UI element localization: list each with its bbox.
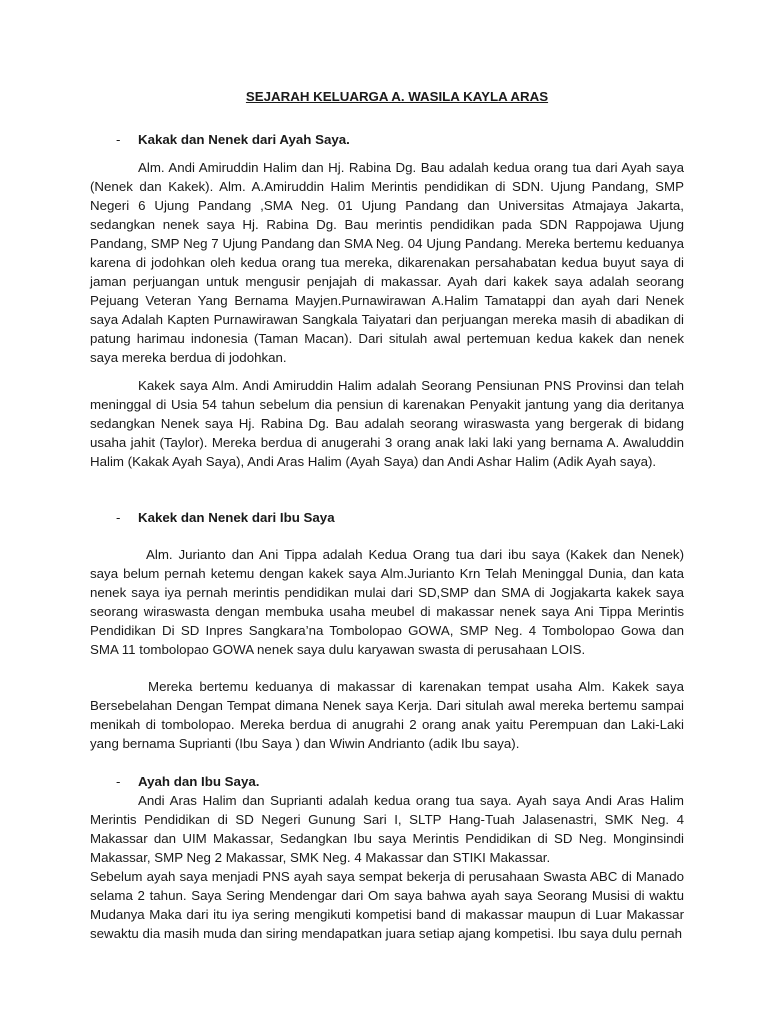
document-title: SEJARAH KELUARGA A. WASILA KAYLA ARAS	[245, 89, 549, 104]
paragraph: Alm. Jurianto dan Ani Tippa adalah Kedua Orang tua dari ibu saya (Kakek dan Nenek) saya belum pernah ketemu dengan kakek saya Alm.Jurianto Krn Telah Meninggal Dunia, dan kata nenek saya iya pernah merintis pendidikan mulai dari SD,SMP dan SMA di Jogjakarta kakek saya seorang wiraswasta dengan membuka usaha meubel di makassar nenek saya Ani Tippa Merintis Pendidikan Di SD Inpres Sangkara’na Tombolopao GOWA, SMP Neg. 4 Tombolopao Gowa dan SMA 11 tombolopao GOWA nenek saya dulu karyawan swasta di perusahaan LOIS.	[90, 547, 684, 657]
section-heading-ibu-parents	[90, 508, 684, 527]
paragraph: Kakek saya Alm. Andi Amiruddin Halim adalah Seorang Pensiunan PNS Provinsi dan telah meninggal di Usia 54 tahun sebelum dia pensiun di karenakan Penyakit jantung yang dia deritanya sedangkan Nenek saya Hj. Rabina Dg. Bau adalah seorang wiraswasta yang bergerak di bidang usaha jahit (Taylor). Mereka berdua di anugerahi 3 orang anak laki laki yang bernama A. Awaluddin Halim (Kakak Ayah Saya), Andi Aras Halim (Ayah Saya) dan Andi Ashar Halim (Adik Ayah saya).	[90, 378, 684, 469]
paragraph: Mereka bertemu keduanya di makassar di karenakan tempat usaha Alm. Kakek saya Bersebelahan Dengan Tempat dimana Nenek saya Kerja. Dari situlah awal mereka bertemu sampai menikah di tombolopao. Mereka berdua di anugrahi 2 orang anak yaitu Perempuan dan Laki-Laki yang bernama Suprianti (Ibu Saya ) dan Wiwin Andrianto (adik Ibu saya).	[90, 679, 684, 751]
section-heading-text: Kakek dan Nenek dari Ibu Saya	[138, 510, 335, 525]
list-dash: -	[116, 774, 121, 789]
paragraph: Alm. Andi Amiruddin Halim dan Hj. Rabina Dg. Bau adalah kedua orang tua dari Ayah saya (Nenek dan Kakek). Alm. A.Amiruddin Halim Merintis pendidikan di SDN. Ujung Pandang, SMP Negeri 6 Ujung Pandang ,SMA Neg. 01 Ujung Pandang dan Universitas Atmajaya Jakarta, sedangkan nenek saya Hj. Rabina Dg. Bau merintis pendidikan pada SDN Rappojawa Ujung Pandang, SMP Neg 7 Ujung Pandang dan SMA Neg. 04 Ujung Pandang. Mereka bertemu keduanya karena di jodohkan oleh kedua orang tua mereka, dikarenakan persahabatan kedua buyut saya di jaman perjuangan untuk mengusir penjajah di makassar. Ayah dari kakek saya adalah seorang Pejuang Veteran Yang Bernama Mayjen.Purnawirawan A.Halim Tamatappi dan ayah dari Nenek saya Adalah Kapten Purnawirawan Sangkala Taiyatari dan perjuangan mereka masih di abadikan di patung harimau indonesia (Taman Macan). Dari situlah awal pertemuan kedua kakek dan nenek saya mereka berdua di jodohkan.	[90, 160, 684, 365]
section-heading-ayah-parents	[90, 130, 684, 149]
section-heading-text: Ayah dan Ibu Saya.	[138, 774, 260, 789]
list-dash: -	[116, 510, 121, 525]
spacer	[90, 367, 684, 376]
paragraph: Andi Aras Halim dan Suprianti adalah kedua orang tua saya. Ayah saya Andi Aras Halim Merintis Pendidikan di SD Negeri Gunung Sari I, SLTP Hang-Tuah Jalasenastri, SMK Neg. 4 Makassar dan UIM Makassar, Sedangkan Ibu saya Merintis Pendidikan di SD Neg. Monginsindi Makassar, SMP Neg 2 Makassar, SMK Neg. 4 Makassar dan STIKI Makassar.	[90, 793, 684, 865]
section-heading-ayah-ibu	[90, 772, 684, 791]
spacer	[90, 659, 684, 677]
spacer	[90, 527, 684, 545]
spacer	[90, 471, 684, 508]
section-heading-text: Kakak dan Nenek dari Ayah Saya.	[138, 132, 350, 147]
paragraph: Sebelum ayah saya menjadi PNS ayah saya sempat bekerja di perusahaan Swasta ABC di Manado selama 2 tahun. Saya Sering Mendengar dari Om saya bahwa ayah saya Seorang Musisi di waktu Mudanya Maka dari itu iya sering mengikuti kompetisi band di makassar maupun di Luar Makassar sewaktu dia masih muda dan siring mendapatkan juara setiap ajang kompetisi. Ibu saya dulu pernah	[90, 869, 684, 941]
spacer	[90, 753, 684, 772]
list-dash: -	[116, 132, 121, 147]
spacer	[90, 149, 684, 158]
